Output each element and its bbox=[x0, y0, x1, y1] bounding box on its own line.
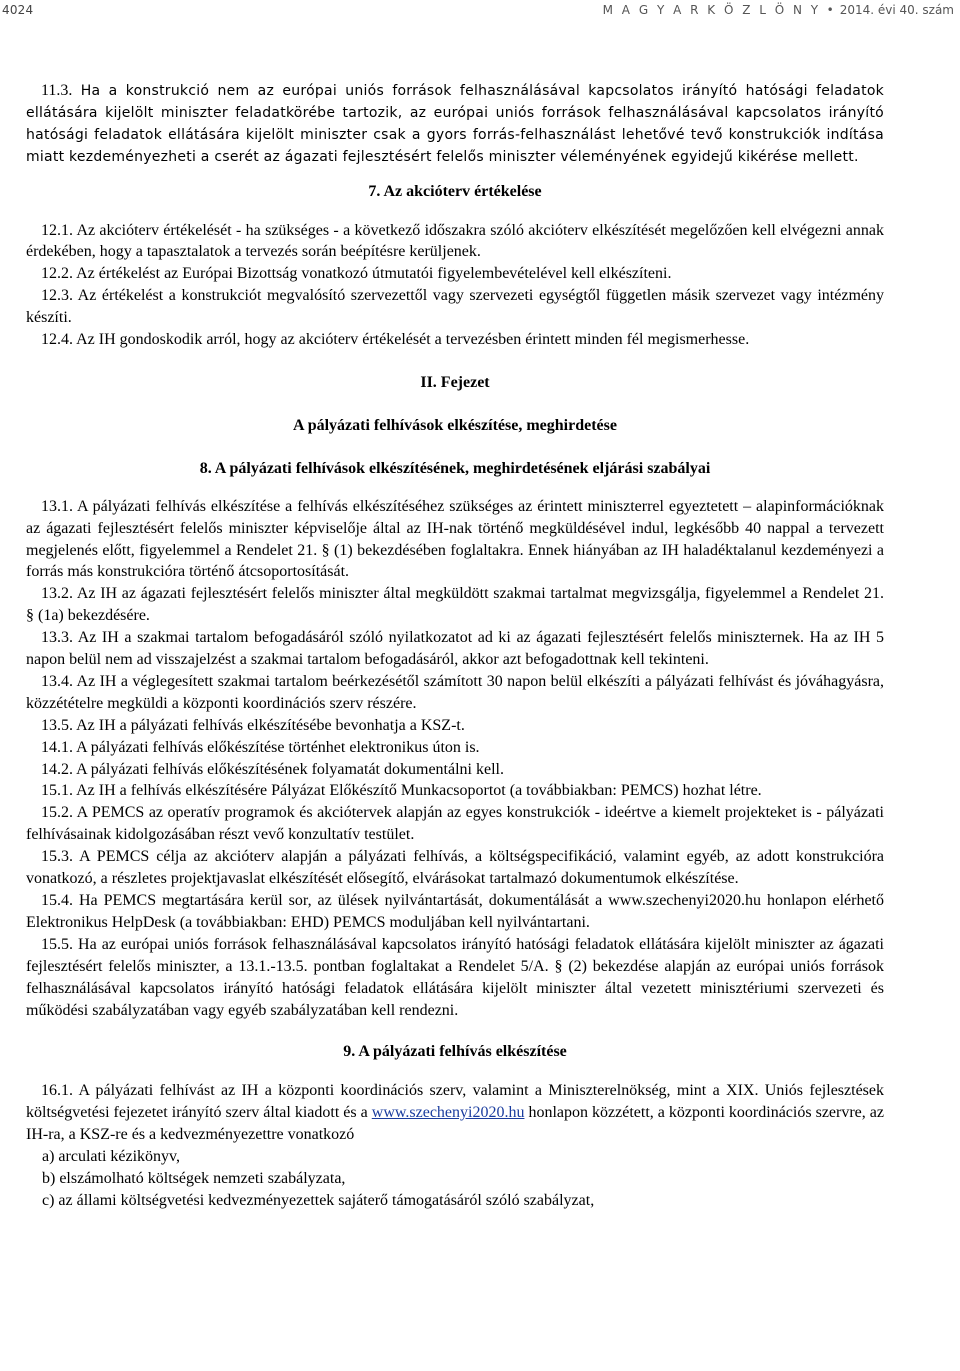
paragraph-12-3: 12.3. Az értékelést a konstrukciót megvalósító szervezettől vagy szervezeti egységtől független másik szervezet vagy intézmény készíti. bbox=[26, 287, 884, 327]
paragraph-14-2: 14.2. A pályázati felhívás előkészítésének folyamatát dokumentálni kell. bbox=[41, 760, 504, 778]
paragraph-16-1 bbox=[26, 1080, 884, 1146]
list-item: c) az állami költségvetési kedvezményezettek sajáterő támogatásáról szóló szabályzat, bbox=[42, 1191, 595, 1209]
paragraph-15-1: 15.1. Az IH a felhívás elkészítésére Pályázat Előkészítő Munkacsoportot (a továbbiakban: PEMCS) hozhat létre. bbox=[41, 782, 762, 800]
section-7-title: 7. Az akcióterv értékelése bbox=[368, 182, 542, 200]
paragraph-16-1-text-after: honlapon közzétett, a központi koordinációs szervre, az IH-ra, a KSZ-re és a kedvezményezettre vonatkozó bbox=[26, 1104, 884, 1144]
paragraph-11-3 bbox=[26, 80, 884, 169]
list-item: b) elszámolható költségek nemzeti szabályzata, bbox=[42, 1169, 346, 1187]
paragraph-14-1: 14.1. A pályázati felhívás előkészítése történhet elektronikus úton is. bbox=[41, 738, 480, 756]
issue-label: 2014. évi 40. szám bbox=[839, 3, 954, 17]
journal-title: M A G Y A R K Ö Z L Ö N Y bbox=[602, 3, 821, 17]
paragraph-12-1: 12.1. Az akcióterv értékelését - ha szükséges - a következő időszakra szóló akcióterv elkészítését megelőzően kell elvégezni annak érdekében, hogy a tapasztalatok a tervezés során beépítésre kerüljenek. bbox=[26, 221, 884, 261]
page-number: 4024 bbox=[2, 3, 34, 17]
chapter-title: II. Fejezet bbox=[420, 373, 490, 391]
paragraph-13-2: 13.2. Az IH az ágazati fejlesztésért felelős miniszter által megküldött szakmai tartalmat megvizsgálja, figyelemmel a Rendelet 21. § (1a) bekezdésére. bbox=[26, 585, 884, 625]
section-9-title: 9. A pályázati felhívás elkészítése bbox=[343, 1043, 567, 1061]
paragraph-12-4: 12.4. Az IH gondoskodik arról, hogy az akcióterv értékelését a tervezésben érintett minden fél megismerhesse. bbox=[41, 331, 750, 349]
paragraph-13-1: 13.1. A pályázati felhívás elkészítése a felhívás elkészítéséhez szükséges az érintett miniszterrel egyeztetett – alapinformációknak az ágazati fejlesztésért felelős miniszter képviselője által az IH-nak történő megküldésével indul, legkésőbb 40 nappal a tervezett megjelenés előtt, figyelemmel a Rendelet 21. § (1) bekezdésében foglaltakra. Ennek hiányában az IH haladéktalanul kezdeményezi a forrás más konstrukcióra történő átcsoportosítását. bbox=[26, 497, 884, 581]
paragraph-13-3: 13.3. Az IH a szakmai tartalom befogadásáról szóló nyilatkozatot ad ki az ágazati fejlesztésért felelős miniszternek. Ha az IH 5 napon belül nem ad visszajelzést a szakmai tartalom befogadásáról, akkor azt befogadottnak kell tekinteni. bbox=[26, 629, 884, 669]
section-8-title: 8. A pályázati felhívások elkészítésének, meghirdetésének eljárási szabályai bbox=[199, 459, 711, 477]
paragraph-15-2: 15.2. A PEMCS az operatív programok és akciótervek alapján az egyes konstrukciók - ideértve a kiemelt projekteket is - pályázati felhívásainak kidolgozásában részt vevő konzultatív testület. bbox=[26, 804, 884, 844]
paragraph-15-3: 15.3. A PEMCS célja az akcióterv alapján a pályázati felhívás, a költségspecifikáció, valamint egyéb, az adott konstrukcióra vonatkozó, a részletes projektjavaslat elkészítését elősegítő, elvárásokat tartalmazó dokumentumok elkészítése. bbox=[26, 848, 884, 888]
paragraph-11-3-text: Ha a konstrukció nem az európai uniós források felhasználásával kapcsolatos irányító hatósági feladatok ellátására kijelölt miniszter feladatkörébe tartozik, az európai uniós források felhasználásával kapcsolatos irányító hatósági feladatok ellátására kijelölt miniszter csak a gyors forrás-felhasználást lehetővé tevő konstrukciók indítása miatt kezdeményezheti a cserét az ágazati fejlesztésért felelős miniszter véleményének egyidejű kikérése mellett. bbox=[26, 83, 884, 165]
paragraph-12-2: 12.2. Az értékelést az Európai Bizottság vonatkozó útmutatói figyelembevételével kell elkészíteni. bbox=[41, 265, 672, 283]
szechenyi2020-link[interactable]: www.szechenyi2020.hu bbox=[371, 1104, 525, 1122]
paragraph-15-4: 15.4. Ha PEMCS megtartására kerül sor, az ülések nyilvántartását, dokumentálását a www.szechenyi2020.hu honlapon elérhető Elektronikus HelpDesk (a továbbiakban: EHD) PEMCS moduljában kell nyilvántartani. bbox=[26, 892, 884, 931]
paragraph-11-3-number: 11.3. bbox=[41, 82, 73, 99]
paragraph-13-4: 13.4. Az IH a véglegesített szakmai tartalom beérkezésétől számított 30 napon belül elkészíti a pályázati felhívást és jóváhagyásra, közzétételre megküldi a központi koordinációs szerv részére. bbox=[26, 672, 884, 712]
paragraph-15-5: 15.5. Ha az európai uniós források felhasználásával kapcsolatos irányító hatósági feladatok ellátására kijelölt miniszter az ágazati fejlesztésért felelős miniszter, a 13.1.-13.5. pontban foglaltakat a Rendelet 5/A. § (2) bekezdése alapján az európai uniós források felhasználásával kapcsolatos irányító hatósági feladatok ellátására kijelölt miniszter által vezetett minisztériumi szervezeti és működési szabályzatában vagy egyéb szabályzatában kell rendezni. bbox=[26, 935, 884, 1019]
page-header bbox=[0, 0, 960, 22]
journal-info bbox=[603, 3, 954, 17]
list-item: a) arculati kézikönyv, bbox=[42, 1148, 181, 1166]
chapter-subtitle: A pályázati felhívások elkészítése, meghirdetése bbox=[293, 416, 617, 434]
header-separator: • bbox=[826, 3, 834, 17]
document-body bbox=[26, 80, 884, 1212]
paragraph-13-5: 13.5. Az IH a pályázati felhívás elkészítésébe bevonhatja a KSZ-t. bbox=[41, 716, 465, 734]
paragraph-16-1-text-before: 16.1. A pályázati felhívást az IH a központi koordinációs szerv, valamint a Miniszterelnökség, mint a XIX. Uniós fejlesztések költségvetési fejezetet irányító szerv által kiadott és a bbox=[26, 1082, 884, 1122]
